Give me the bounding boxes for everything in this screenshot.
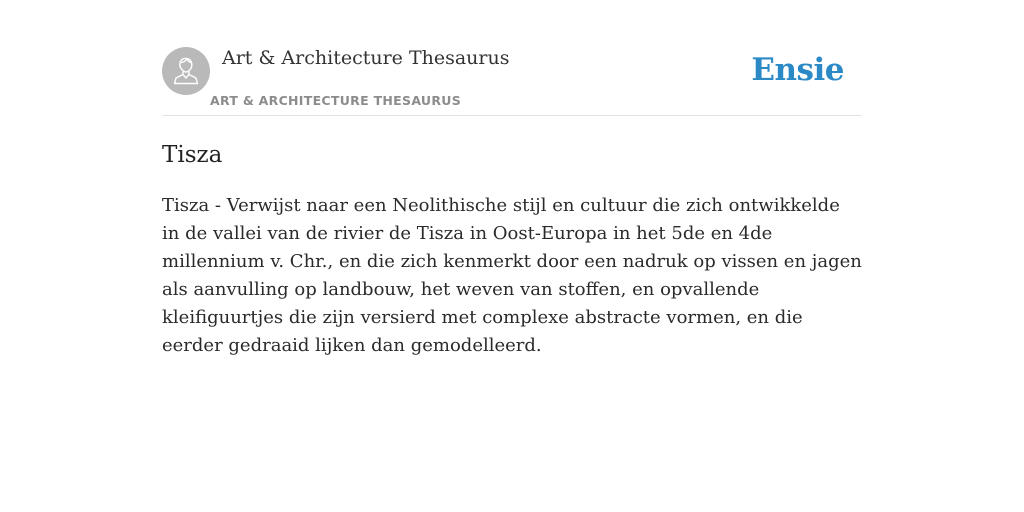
avatar[interactable] [162,47,210,95]
entry-definition: Tisza - Verwijst naar een Neolithische stijl en cultuur die zich ontwikkelde in de vallei van de rivier de Tisza in Oost-Europa in het 5de en 4de millennium v. Chr., en die zich kenmerkt door een nadruk op vissen en jagen als aanvulling op landbouw, het weven van stoffen, en opvallende kleifiguurtjes die zijn versierd met complexe abstracte vormen, en die eerder gedraaid lijken dan gemodelleerd. [162,195,862,356]
card-header [162,0,862,116]
definition-card [162,0,862,356]
brand-logo[interactable]: Ensie [751,52,844,88]
author-category: ART & ARCHITECTURE THESAURUS [210,93,462,108]
entry-title: Tisza [162,142,223,168]
author-name[interactable]: Art & Architecture Thesaurus [222,47,510,69]
user-icon [162,47,210,95]
